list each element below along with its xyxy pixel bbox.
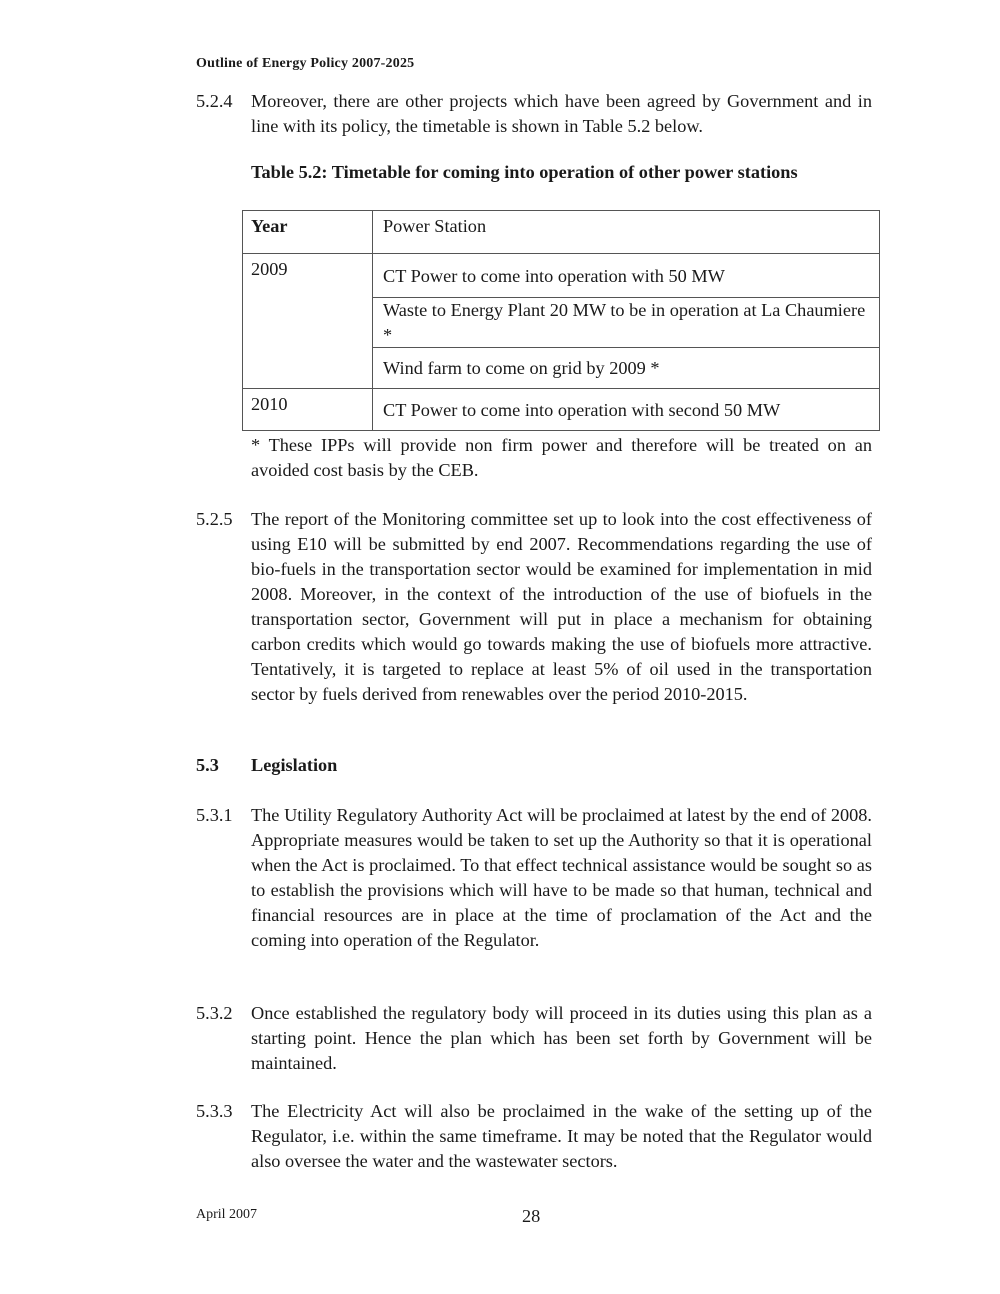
table-cell-station: CT Power to come into operation with 50 MW bbox=[372, 253, 880, 298]
section-title: Legislation bbox=[251, 755, 338, 775]
table-cell-station: CT Power to come into operation with second 50 MW bbox=[372, 388, 880, 431]
paragraph-text: The report of the Monitoring committee set up to look into the cost effectiveness of using E10 will be submitted by end 2007. Recommendations regarding the use of bio-fuels in the transportation sector would be examined for implementation in mid 2008. Moreover, in the context of the introduction of the use of biofuels in the transportation sector, Government will put in place a mechanism for obtaining carbon credits which would go towards making the use of biofuels more attractive. Tentatively, it is targeted to replace at least 5% of oil used in the transportation sector by fuels derived from renewables over the period 2010-2015. bbox=[251, 509, 872, 704]
footer-date: April 2007 bbox=[196, 1207, 258, 1222]
paragraph-5-3-2 bbox=[196, 1001, 872, 1076]
paragraph-text: Once established the regulatory body will proceed in its duties using this plan as a starting point. Hence the plan which has been set forth by Government will be maintained. bbox=[251, 1003, 872, 1073]
table-caption: Table 5.2: Timetable for coming into operation of other power stations bbox=[251, 162, 798, 182]
paragraph-text: Moreover, there are other projects which have been agreed by Government and in line with its policy, the timetable is shown in Table 5.2 below. bbox=[251, 91, 872, 136]
paragraph-text: The Electricity Act will also be proclaimed in the wake of the setting up of the Regulator, i.e. within the same timeframe. It may be noted that the Regulator would also oversee the water and the wastewater sectors. bbox=[251, 1101, 872, 1171]
table-cell-station: Wind farm to come on grid by 2009 * bbox=[372, 347, 880, 389]
table-cell-station: Waste to Energy Plant 20 MW to be in operation at La Chaumiere * bbox=[372, 297, 880, 348]
paragraph-5-3-3 bbox=[196, 1099, 872, 1174]
paragraph-number: 5.3.3 bbox=[196, 1101, 233, 1121]
table-header-station bbox=[372, 210, 880, 254]
running-header: Outline of Energy Policy 2007-2025 bbox=[196, 56, 415, 71]
section-heading bbox=[196, 755, 337, 776]
table-cell-year: 2009 bbox=[242, 253, 373, 389]
paragraph-number: 5.2.4 bbox=[196, 91, 233, 111]
paragraph-number: 5.3.1 bbox=[196, 805, 233, 825]
header-label: Power Station bbox=[383, 216, 487, 236]
paragraph-5-2-4 bbox=[196, 89, 872, 139]
timetable-table bbox=[242, 210, 880, 431]
paragraph-number: 5.3.2 bbox=[196, 1003, 233, 1023]
table-cell-year: 2010 bbox=[242, 388, 373, 431]
table-header-year bbox=[242, 210, 373, 254]
table-footnote: * These IPPs will provide non firm power and therefore will be treated on an avoided cost basis by the CEB. bbox=[251, 435, 872, 480]
paragraph-5-2-5 bbox=[196, 507, 872, 707]
paragraph-5-3-1 bbox=[196, 803, 872, 953]
page-number: 28 bbox=[522, 1206, 541, 1226]
paragraph-text: The Utility Regulatory Authority Act will be proclaimed at latest by the end of 2008. Appropriate measures would be taken to set up the Authority so that it is operational when the Act is proclaimed. To that effect technical assistance would be sought so as to establish the provisions which will have to be made so that human, technical and financial resources are in place at the time of proclamation of the Act and the coming into operation of the Regulator. bbox=[251, 805, 872, 950]
header-label: Year bbox=[251, 216, 288, 236]
section-number: 5.3 bbox=[196, 755, 219, 775]
paragraph-number: 5.2.5 bbox=[196, 509, 233, 529]
